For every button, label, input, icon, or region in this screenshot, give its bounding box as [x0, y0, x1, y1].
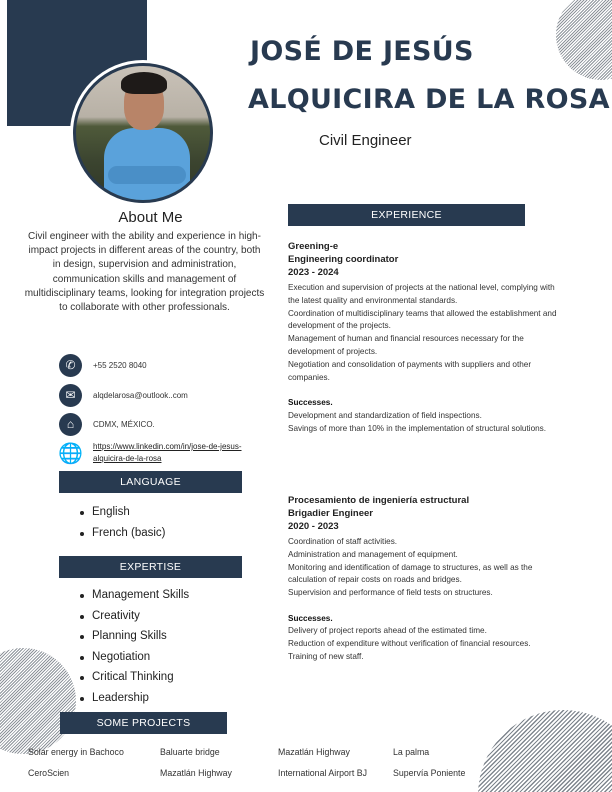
job-title: Brigadier Engineer: [288, 508, 373, 519]
language-section-header: LANGUAGE: [59, 471, 242, 493]
project-item: International Airport BJ: [278, 768, 367, 778]
job-years: 2023 - 2024: [288, 267, 339, 278]
project-item: Mazatlán Highway: [160, 768, 232, 778]
expertise-section-header: EXPERTISE: [59, 556, 242, 578]
project-item: Baluarte bridge: [160, 747, 220, 757]
job-title: Engineering coordinator: [288, 254, 399, 265]
job-entry-procesamiento: [288, 494, 558, 664]
job-years: 2020 - 2023: [288, 521, 339, 532]
projects-section-header: SOME PROJECTS: [60, 712, 227, 734]
list-item: Negotiation: [80, 647, 189, 668]
job-description-line: Supervision and performance of field tests on structures.: [288, 588, 493, 598]
contact-email: [59, 383, 259, 407]
project-item: CeroScien: [28, 768, 70, 778]
job-description-line: Administration and management of equipment.: [288, 549, 458, 559]
linkedin-link[interactable]: https://www.linkedin.com/in/jose-de-jesus-alquicira-de-la-rosa: [93, 442, 242, 463]
success-line: Development and standardization of field inspections.: [288, 410, 482, 420]
success-line: Training of new staff.: [288, 651, 364, 661]
project-item: Mazatlán Highway: [278, 747, 350, 757]
about-me-text: Civil engineer with the ability and experience in high-impact projects in different areas of the country, both in design, supervision and administration, communication skills and management of multidisciplinary teams, looking for integration projects to collaborate with other professionals.: [24, 231, 265, 314]
name-line-2: ALQUICIRA DE LA ROSA: [248, 84, 610, 115]
successes-heading: Successes.: [288, 397, 333, 407]
list-item: Planning Skills: [80, 626, 189, 647]
phone-icon: ✆: [59, 354, 82, 377]
job-entry-greening-e: [288, 240, 558, 435]
envelope-icon: ✉: [59, 384, 82, 407]
job-description: [288, 282, 558, 384]
list-item: English: [80, 502, 166, 523]
email-address[interactable]: alqdelarosa@outlook..com: [93, 390, 188, 400]
contact-phone: [59, 353, 259, 377]
project-item: Supervía Poniente: [393, 768, 466, 778]
phone-number: +55 2520 8040: [93, 360, 147, 370]
job-description: [288, 536, 558, 600]
job-description-line: Execution and supervision of projects at the national level, complying with the latest quality and environmental standards.: [288, 283, 555, 305]
success-line: Reduction of expenditure without verification of financial resources.: [288, 639, 531, 649]
language-list: [80, 502, 166, 543]
about-me-heading: About Me: [118, 209, 183, 226]
list-item: Management Skills: [80, 585, 189, 606]
decorative-hatched-circle-bottom-left: [0, 648, 76, 754]
job-role: Civil Engineer: [319, 132, 412, 149]
contact-location: [59, 412, 259, 436]
success-line: Delivery of project reports ahead of the estimated time.: [288, 626, 487, 636]
name-line-1: JOSÉ DE JESÚS: [250, 36, 474, 67]
job-company: Procesamiento de ingeniería estructural: [288, 495, 470, 506]
location: CDMX, MÉXICO.: [93, 419, 155, 429]
success-line: Savings of more than 10% in the implementation of structural solutions.: [288, 423, 547, 433]
decorative-hatched-circle-bottom-right: [478, 710, 612, 792]
job-company: Greening-e: [288, 241, 339, 252]
job-description-line: Coordination of multidisciplinary teams that allowed the establishment and development of the projects.: [288, 308, 557, 331]
project-item: La palma: [393, 747, 430, 757]
home-icon: ⌂: [59, 413, 82, 436]
job-description-line: Management of human and financial resources necessary for the development of projects.: [288, 334, 524, 356]
list-item: French (basic): [80, 523, 166, 544]
profile-photo: [73, 63, 213, 203]
list-item: Leadership: [80, 688, 189, 709]
photo-hair: [121, 72, 167, 94]
contact-linkedin: [59, 439, 249, 467]
list-item: Critical Thinking: [80, 667, 189, 688]
successes-heading: Successes.: [288, 613, 333, 623]
expertise-list: [80, 585, 189, 709]
decorative-hatched-circle-top-right: [556, 0, 612, 80]
job-description-line: Negotiation and consolidation of payments with suppliers and other companies.: [288, 359, 532, 382]
globe-icon: 🌐: [58, 442, 83, 465]
job-description-line: Monitoring and identification of damage to structures, as well as the calculation of repair costs on roads and bridges.: [288, 562, 533, 585]
project-item: Solar energy in Bachoco: [28, 747, 124, 757]
job-description-line: Coordination of staff activities.: [288, 537, 398, 546]
list-item: Creativity: [80, 606, 189, 627]
experience-section-header: EXPERIENCE: [288, 204, 525, 226]
photo-crossed-arms: [108, 166, 186, 184]
